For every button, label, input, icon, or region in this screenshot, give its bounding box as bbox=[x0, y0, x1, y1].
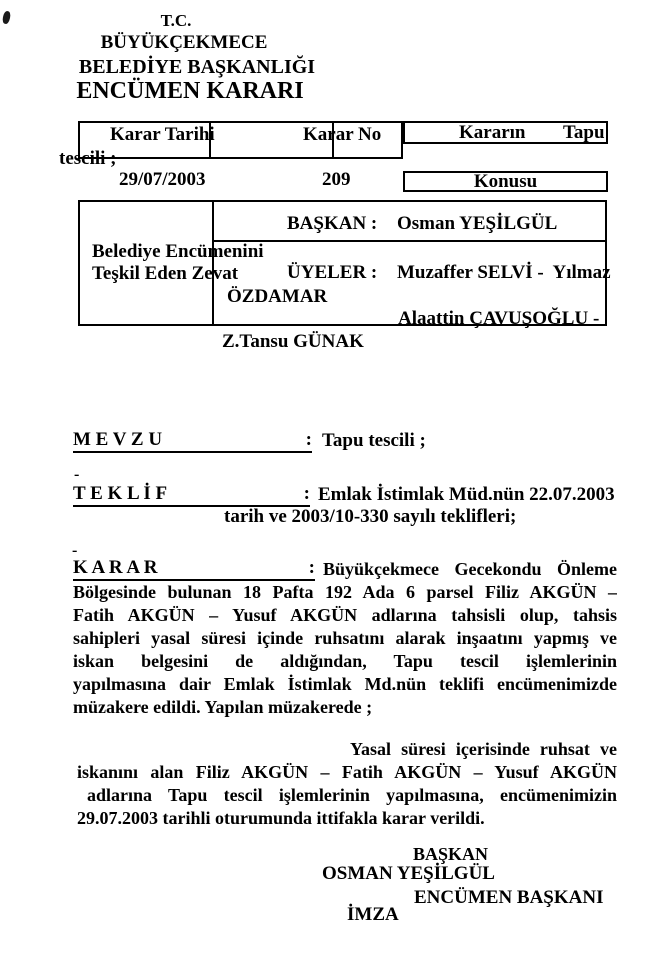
resolution-line2: iskanını alan Filiz AKGÜN – Fatih AKGÜN – Yusuf AKGÜN bbox=[77, 762, 617, 782]
karar-paragraph-line2: Bölgesinde bulunan 18 Pafta 192 Ada 6 parsel Filiz AKGÜN – bbox=[73, 582, 617, 602]
uyeler-label: ÜYELER : bbox=[287, 262, 378, 283]
karar-paragraph-line7: müzakere edildi. Yapılan müzakerede ; bbox=[73, 697, 373, 717]
decision-subject-header-word2: Tapu bbox=[563, 122, 605, 143]
mevzu-value: Tapu tescili ; bbox=[322, 430, 426, 451]
teklif-label: T E K L İ F bbox=[73, 483, 168, 504]
signature-title: ENCÜMEN BAŞKANI bbox=[414, 887, 604, 908]
karar-paragraph-line4: sahipleri yasal süresi içinde ruhsatını alarak inşaatını yapmış ve bbox=[73, 628, 617, 648]
uyeler-names-line1: Muzaffer SELVİ - Yılmaz bbox=[397, 262, 611, 283]
karar-paragraph-line6: yapılmasına dair Emlak İstimlak Md.nün teklifi encümenimizde bbox=[73, 674, 617, 694]
karar-colon: : bbox=[308, 557, 315, 578]
members-table-inner-line bbox=[213, 240, 607, 242]
teklif-colon: : bbox=[303, 483, 310, 504]
signature-name: OSMAN YEŞİLGÜL bbox=[322, 863, 495, 884]
scan-artifact bbox=[2, 10, 12, 24]
baskan-label: BAŞKAN : bbox=[287, 213, 378, 234]
document-title: ENCÜMEN KARARI bbox=[76, 78, 304, 104]
teklif-value-line2: tarih ve 2003/10-330 sayılı teklifleri; bbox=[224, 506, 517, 527]
mevzu-label: M E V Z U bbox=[73, 429, 163, 450]
signature-stamp-label: İMZA bbox=[347, 904, 399, 925]
letterhead-municipality: BÜYÜKÇEKMECE bbox=[100, 32, 268, 53]
karar-paragraph-line3: Fatih AKGÜN – Yusuf AKGÜN adlarına tahsisli olup, tahsis bbox=[73, 605, 617, 625]
stray-dash-2: - bbox=[72, 542, 78, 559]
teklif-label-row bbox=[73, 484, 310, 507]
decision-no-header: Karar No bbox=[303, 124, 382, 145]
karar-paragraph-line5: iskan belgesini de aldığından, Tapu tescil işlemlerinin bbox=[73, 651, 617, 671]
resolution-line3: adlarına Tapu tescil işlemlerinin yapılmasına, encümenimizin bbox=[87, 785, 617, 805]
resolution-line4: 29.07.2003 tarihli oturumunda ittifakla karar verildi. bbox=[77, 808, 485, 828]
decision-no-value: 209 bbox=[322, 169, 351, 190]
baskan-name: Osman YEŞİLGÜL bbox=[397, 213, 558, 234]
stray-dash-1: - bbox=[74, 466, 80, 483]
teklif-value-line1: Emlak İstimlak Müd.nün 22.07.2003 bbox=[318, 484, 615, 505]
uyeler-names-line4: Z.Tansu GÜNAK bbox=[222, 331, 364, 352]
uyeler-names-line3: Alaattin ÇAVUŞOĞLU - bbox=[398, 308, 600, 329]
mevzu-colon: : bbox=[305, 429, 312, 450]
karar-paragraph-line1: Büyükçekmece Gecekondu Önleme bbox=[323, 559, 617, 579]
uyeler-names-line2: ÖZDAMAR bbox=[227, 286, 328, 307]
signature-role: BAŞKAN bbox=[413, 844, 489, 864]
decision-date-value: 29/07/2003 bbox=[119, 169, 206, 190]
decision-subject-overflow-text: tescili ; bbox=[59, 148, 117, 169]
members-left-label-line1: Belediye Encümenini bbox=[92, 241, 264, 262]
decision-subject-header-word1: Kararın bbox=[459, 122, 526, 143]
karar-label: K A R A R bbox=[73, 557, 158, 578]
members-left-label-line2: Teşkil Eden Zevat bbox=[92, 263, 239, 284]
decision-subject-row2-box bbox=[403, 171, 608, 192]
resolution-line1: Yasal süresi içerisinde ruhsat ve bbox=[350, 739, 617, 759]
mevzu-label-row bbox=[73, 430, 312, 453]
karar-label-row bbox=[73, 558, 315, 581]
decision-date-header: Karar Tarihi bbox=[110, 124, 215, 145]
letterhead-authority: BELEDİYE BAŞKANLIĞI bbox=[78, 56, 316, 78]
letterhead-tc: T.C. bbox=[160, 11, 192, 30]
decision-subject-row2-label: Konusu bbox=[473, 170, 538, 192]
